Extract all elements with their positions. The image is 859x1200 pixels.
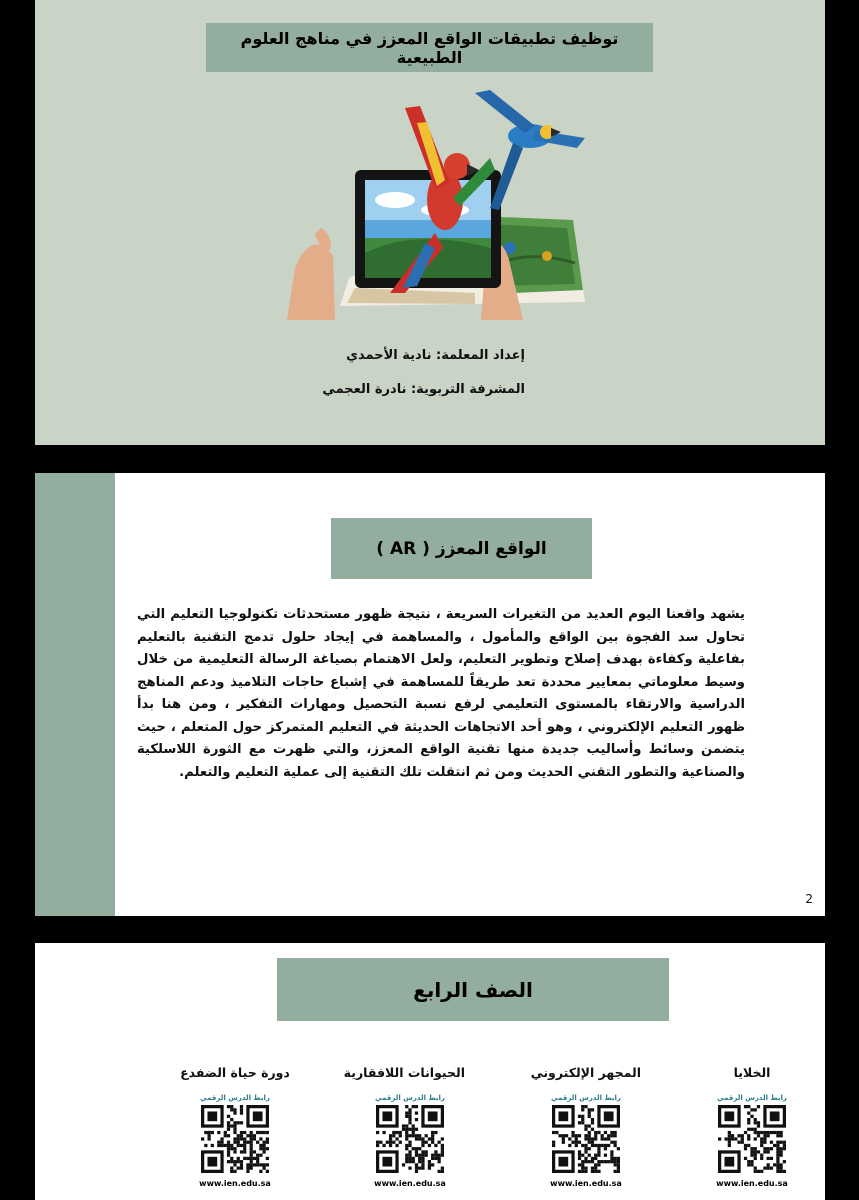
lesson-url[interactable]: www.ien.edu.sa: [550, 1179, 622, 1188]
lesson-url[interactable]: www.ien.edu.sa: [374, 1179, 446, 1188]
qr-label: رابط الدرس الرقمي: [551, 1094, 621, 1102]
lesson-title: دورة حياة الضفدع: [180, 1065, 290, 1080]
qr-label: رابط الدرس الرقمي: [717, 1094, 787, 1102]
lesson-card: [531, 1065, 641, 1188]
qr-link-card[interactable]: [367, 1094, 453, 1188]
qr-label: رابط الدرس الرقمي: [200, 1094, 270, 1102]
qr-code-icon[interactable]: [199, 1105, 271, 1173]
lesson-title: الخلايا: [733, 1065, 771, 1080]
teacher-credit: إعداد المعلمة: نادية الأحمدي: [346, 348, 525, 363]
grade-title: الصف الرابع: [277, 958, 669, 1021]
qr-label: رابط الدرس الرقمي: [375, 1094, 445, 1102]
lesson-url[interactable]: www.ien.edu.sa: [199, 1179, 271, 1188]
page-number: 2: [805, 892, 813, 906]
qr-link-card[interactable]: [709, 1094, 795, 1188]
lesson-title: المجهر الإلكتروني: [530, 1065, 641, 1080]
qr-link-card[interactable]: [543, 1094, 629, 1188]
supervisor-credit: المشرفة التربوية: نادرة العجمي: [322, 382, 525, 397]
body-paragraph: يشهد واقعنا اليوم العديد من التغيرات السريعة ، نتيجة ظهور مستحدثات تكنولوجيا التعليم التي تحاول سد الفجوة بين الواقع والمأمول ، والمساهمة في إيجاد حلول تدمج التقنية بالتعليم بفاعلية وكفاءة بهدف إصلاح وتطوير التعليم، ولعل الاهتمام بصياغة الرسالة التعليمية من خلال وسيط معلوماتي بمعايير محددة تعد طريقاً للمساهمة في إشباع حاجات التلاميذ ودعم المناهج الدراسية والارتقاء بالمستوى التعليمي لرفع نسبة التحصيل ومهارات التفكير ، ومن هنا بدأ ظهور التعليم الإلكتروني ، وهو أحد الاتجاهات الحديثة في التعليم المتمركز حول المتعلم ، حيث يتضمن وسائط وأساليب جديدة منها تقنية الواقع المعزز، والتي ظهرت مع الثورة اللاسلكية والصناعية والتطور التقني الحديث ومن ثم انتقلت تلك التقنية إلى عملية التعليم والتعلم.: [137, 607, 745, 780]
ar-tablet-parrots-illustration: [285, 88, 585, 320]
qr-code-icon[interactable]: [374, 1105, 446, 1173]
lesson-url[interactable]: www.ien.edu.sa: [716, 1179, 788, 1188]
section-title: الواقع المعزز ( AR ): [331, 518, 592, 579]
slide-ar-definition: [35, 473, 825, 916]
qr-code-icon[interactable]: [716, 1105, 788, 1173]
qr-link-card[interactable]: [192, 1094, 278, 1188]
slide-title: [35, 0, 825, 445]
left-accent-bar: [35, 473, 115, 916]
qr-code-icon[interactable]: [550, 1105, 622, 1173]
lesson-title: الحيوانات اللافقارية: [343, 1065, 465, 1080]
presentation-title: توظيف تطبيقات الواقع المعزز في مناهج العلوم الطبيعية: [206, 23, 653, 72]
lesson-card: [343, 1065, 465, 1188]
lesson-card: [180, 1065, 290, 1188]
slide-grade-four: [35, 943, 825, 1200]
lesson-card: [697, 1065, 807, 1188]
